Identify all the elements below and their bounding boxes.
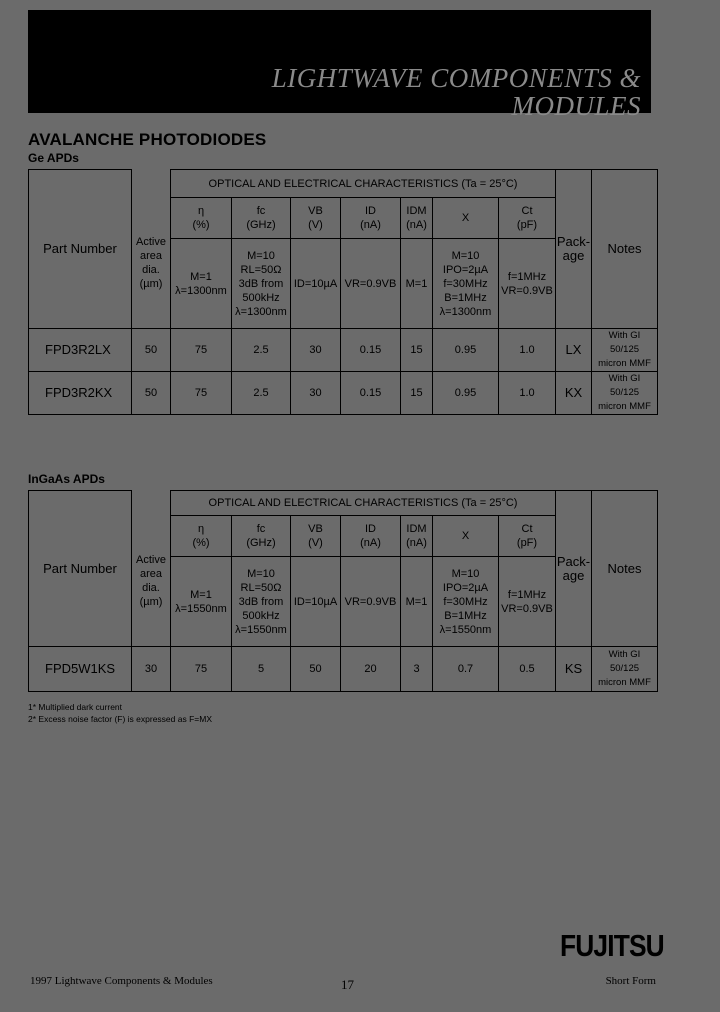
cell-package: KS [556,647,592,692]
page-number: 17 [341,977,354,992]
col-package: Pack- age [556,170,592,329]
col-active-area: Active area dia. (µm) [132,516,171,647]
cell-id: 20 [341,647,401,692]
cell-fc: 2.5 [232,329,291,372]
cond-ct: f=1MHz VR=0.9VB [499,239,556,329]
cell-fc: 5 [232,647,291,692]
banner-title-line1: LIGHTWAVE COMPONENTS & [271,63,641,93]
cell-x: 0.95 [433,372,499,415]
cond-vb: ID=10µA [291,557,341,647]
cell-notes: With GI 50/125 micron MMF [592,647,658,692]
cond-eta: M=1 λ=1550nm [171,557,232,647]
col-eta: η (%) [171,516,232,557]
cond-fc: M=10 RL=50Ω 3dB from 500kHz λ=1550nm [232,557,291,647]
cond-idm: M=1 [401,557,433,647]
col-x: X [433,516,499,557]
ge-apd-table [28,169,658,415]
cell-area: 50 [132,372,171,415]
cell-fc: 2.5 [232,372,291,415]
cond-idm: M=1 [401,239,433,329]
cell-x: 0.7 [433,647,499,692]
cell-area: 30 [132,647,171,692]
part-number: FPD5W1KS [29,647,132,692]
footnote-1: 1* Multiplied dark current [28,702,123,712]
cond-id: VR=0.9VB [341,557,401,647]
cond-x: M=10 IPO=2µA f=30MHz B=1MHz λ=1550nm [433,557,499,647]
table-row [29,329,658,372]
section-title: AVALANCHE PHOTODIODES [28,130,267,149]
col-id: ID (nA) [341,198,401,239]
col-part-number: Part Number [29,491,132,647]
col-active-area: Active area dia. (µm) [132,198,171,329]
cell-notes: With GI 50/125 micron MMF [592,372,658,415]
col-idm: IDM (nA) [401,516,433,557]
cond-id: VR=0.9VB [341,239,401,329]
cell-eta: 75 [171,647,232,692]
cell-notes: With GI 50/125 micron MMF [592,329,658,372]
col-idm: IDM (nA) [401,198,433,239]
cell-id: 0.15 [341,329,401,372]
col-x: X [433,198,499,239]
col-ct: Ct (pF) [499,516,556,557]
cell-package: KX [556,372,592,415]
cond-eta: M=1 λ=1300nm [171,239,232,329]
cond-ct: f=1MHz VR=0.9VB [499,557,556,647]
table-row [29,647,658,692]
cell-eta: 75 [171,372,232,415]
ingaas-apds-label: InGaAs APDs [28,472,105,486]
cell-x: 0.95 [433,329,499,372]
col-fc: fc (GHz) [232,198,291,239]
part-number: FPD3R2LX [29,329,132,372]
cell-idm: 15 [401,372,433,415]
col-notes: Notes [592,170,658,329]
fujitsu-logo: FUJITSU [560,928,664,963]
cell-ct: 1.0 [499,329,556,372]
cell-idm: 3 [401,647,433,692]
footer-publication: 1997 Lightwave Components & Modules [30,975,213,987]
footer-short-form: Short Form [605,975,656,987]
col-package: Pack- age [556,491,592,647]
footnote-2: 2* Excess noise factor (F) is expressed as F=MX [28,714,212,724]
cell-ct: 1.0 [499,372,556,415]
banner-title-line2: MODULES [511,91,641,121]
col-vb: VB (V) [291,198,341,239]
header-banner [28,10,651,121]
table-row [29,372,658,415]
cell-vb: 30 [291,372,341,415]
cond-vb: ID=10µA [291,239,341,329]
cell-ct: 0.5 [499,647,556,692]
col-part-number: Part Number [29,170,132,329]
group-header: OPTICAL AND ELECTRICAL CHARACTERISTICS (Ta = 25°C) [171,491,556,516]
part-number: FPD3R2KX [29,372,132,415]
cell-package: LX [556,329,592,372]
cell-idm: 15 [401,329,433,372]
cell-vb: 50 [291,647,341,692]
ingaas-apd-table [28,490,658,692]
cond-x: M=10 IPO=2µA f=30MHz B=1MHz λ=1300nm [433,239,499,329]
col-eta: η (%) [171,198,232,239]
cond-fc: M=10 RL=50Ω 3dB from 500kHz λ=1300nm [232,239,291,329]
cell-id: 0.15 [341,372,401,415]
col-id: ID (nA) [341,516,401,557]
col-vb: VB (V) [291,516,341,557]
cell-eta: 75 [171,329,232,372]
cell-area: 50 [132,329,171,372]
ge-apds-label: Ge APDs [28,151,79,165]
col-notes: Notes [592,491,658,647]
col-ct: Ct (pF) [499,198,556,239]
cell-vb: 30 [291,329,341,372]
group-header: OPTICAL AND ELECTRICAL CHARACTERISTICS (Ta = 25°C) [171,170,556,198]
col-fc: fc (GHz) [232,516,291,557]
